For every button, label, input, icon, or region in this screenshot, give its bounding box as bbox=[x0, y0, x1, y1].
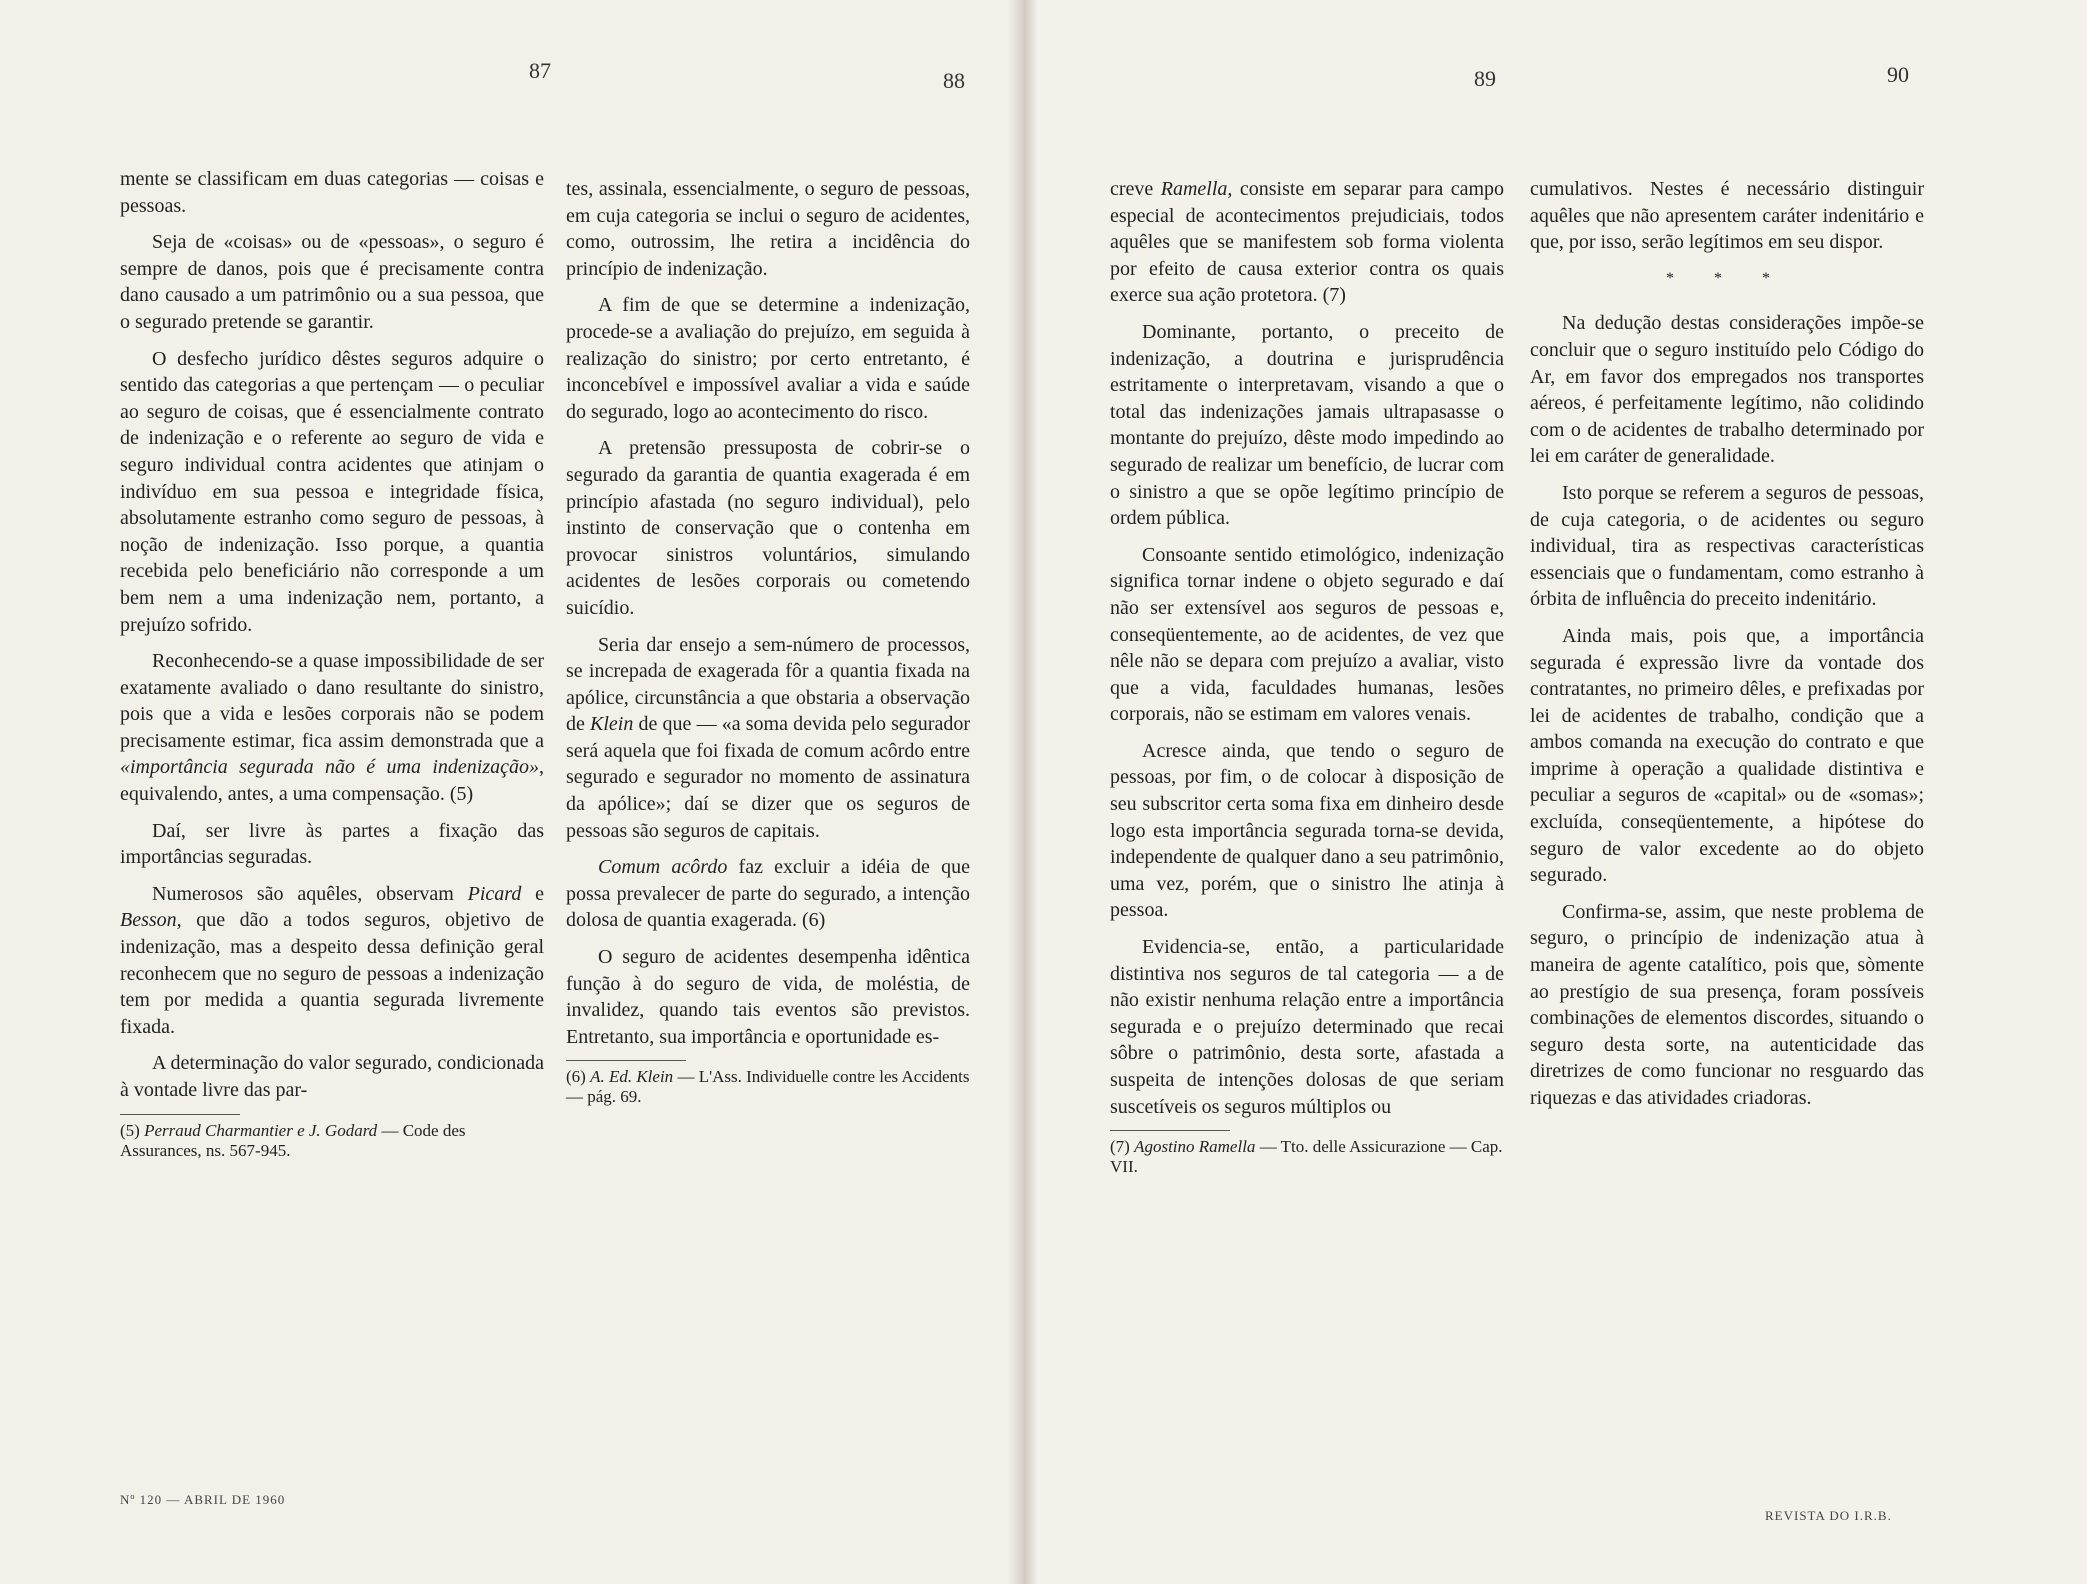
paragraph: A pretensão pressuposta de cobrir-se o segurado da garantia de quantia exagerada é em princípio afastada (no seguro individual), pelo instinto de conservação que o contenha em provocar sinistros voluntários, simulando acidentes de lesões corporais ou cometendo suicídio. bbox=[566, 437, 970, 619]
paragraph: Ainda mais, pois que, a importância segurada é expressão livre da vontade dos contratantes, no primeiro dêles, e prefixadas por lei de acidentes de trabalho, condição que a ambos comanda na execução do contrato e que imprime à operação a qualidade distintiva e peculiar a seguros de «capital» ou de «somas»; excluída, conseqüentemente, a hipótese do seguro de valor excedente ao do objeto segurado. bbox=[1530, 624, 1924, 887]
paragraph: Reconhecendo-se a quase impossibilidade de ser exatamente avaliado o dano resultante do sinistro, pois que a vida e lesões corporais não se podem precisamente estimar, fica assim demonstrada que a «importância segurada não é uma indenização», equivalendo, antes, a uma compensação. (5) bbox=[120, 650, 544, 806]
section-separator: * * * bbox=[1666, 269, 1788, 287]
paragraph: Consoante sentido etimológico, indenização significa tornar indene o objeto segurado e daí não ser extensível aos seguros de pessoas e, conseqüentemente, ao de acidentes, de vez que nêle não se depara com prejuízo a avaliar, visto que a vida, faculdades humanas, lesões corporais, não se estimam em valores venais. bbox=[1110, 543, 1504, 726]
paragraph: Seria dar ensejo a sem-número de processos, se increpada de exagerada fôr a quantia fixada na apólice, circunstância a que obstaria a observação de Klein de que — «a soma devida pelo segurador será aquela que foi fixada de comum acôrdo entre segurado e segurador no momento de assinatura da apólice»; daí se dizer que os seguros de pessoas são seguros de capitais. bbox=[566, 633, 970, 842]
paragraph: creve Ramella, consiste em separar para campo especial de acontecimentos prejudiciais, todos aquêles que se manifestem sob forma violenta por efeito de causa exterior contra os quais exerce sua ação protetora. (7) bbox=[1110, 178, 1504, 307]
paragraph: Isto porque se referem a seguros de pessoas, de cuja categoria, o de acidentes ou seguro individual, tira as respectivas características essenciais que o fundamentam, como estranho à órbita de influência do preceito indenitário. bbox=[1530, 481, 1924, 611]
footnote: (5) Perraud Charmantier e J. Godard — Code des Assurances, ns. 567-945. bbox=[120, 1120, 466, 1160]
paragraph: A fim de que se determine a indenização, procede-se a avaliação do prejuízo, em seguida à realização do sinistro; por certo entretanto, é inconcebível e impossível avaliar a vida e saúde do segurado, logo ao acontecimento do risco. bbox=[566, 294, 970, 423]
issue-footer: Nº 120 — ABRIL DE 1960 bbox=[120, 1492, 286, 1507]
paragraph: Comum acôrdo faz excluir a idéia de que possa prevalecer de parte do segurado, a intenção dolosa de quantia exagerada. (6) bbox=[566, 856, 970, 932]
paragraph: Daí, ser livre às partes a fixação das importâncias seguradas. bbox=[120, 819, 544, 869]
page-number-88: 88 bbox=[943, 68, 965, 93]
paragraph: Seja de «coisas» ou de «pessoas», o seguro é sempre de danos, pois que é precisamente contra dano causado a um patrimônio ou a sua pessoa, que o segurado pretende se garantir. bbox=[120, 231, 544, 333]
footnote-rule bbox=[566, 1060, 686, 1061]
column-page-90 bbox=[1530, 176, 1924, 1122]
paragraph: Evidencia-se, então, a particularidade distintiva nos seguros de tal categoria — a de não existir nenhuma relação entre a importância segurada e o prejuízo determinado que recai sôbre o patrimônio, desta sorte, afastada a suspeita de intenções dolosas de que seriam suscetíveis os seguros múltiplos ou bbox=[1110, 936, 1504, 1118]
paragraph: Acresce ainda, que tendo o seguro de pessoas, por fim, o de colocar à disposição de seu subscritor certa soma fixa em dinheiro desde logo esta importância segurada torna-se devida, independente de qualquer dano a seu patrimônio, uma vez, porém, que o sinistro lhe atinja à pessoa. bbox=[1110, 739, 1504, 922]
footnote-rule bbox=[1110, 1130, 1230, 1131]
column-page-89 bbox=[1110, 176, 1504, 1187]
column-page-87 bbox=[120, 166, 544, 1171]
page-number-89: 89 bbox=[1474, 66, 1496, 91]
paragraph: cumulativos. Nestes é necessário distinguir aquêles que não apresentem caráter indenitário e que, por isso, serão legítimos em seu dispor. bbox=[1530, 178, 1924, 254]
page-number-87: 87 bbox=[529, 58, 551, 83]
page-gutter bbox=[1008, 0, 1038, 1584]
paragraph: Numerosos são aquêles, observam Picard e Besson, que dão a todos seguros, objetivo de indenização, mas a despeito dessa definição geral reconhecem que no seguro de pessoas a indenização tem por medida a quantia segurada livremente fixada. bbox=[120, 882, 544, 1038]
paragraph: O seguro de acidentes desempenha idêntica função à do seguro de vida, de moléstia, de invalidez, quando tais eventos são previstos. Entretanto, sua importância e oportunidade es- bbox=[566, 946, 970, 1048]
journal-footer: REVISTA DO I.R.B. bbox=[1765, 1508, 1892, 1523]
paragraph: O desfecho jurídico dêstes seguros adquire o sentido das categorias a que pertençam — o peculiar ao seguro de coisas, que é essencialmente contrato de indenização e o referente ao seguro de vida e seguro individual contra acidentes que atinjam o indivíduo em sua pessoa e integridade física, absolutamente estranho como seguro de pessoas, à noção de indenização. Isso porque, a quantia recebida pelo beneficiário não corresponde a um bem nem a uma indenização nem, portanto, a prejuízo sofrido. bbox=[120, 347, 544, 636]
paragraph: mente se classificam em duas categorias — coisas e pessoas. bbox=[120, 168, 544, 217]
paragraph: tes, assinala, essencialmente, o seguro de pessoas, em cuja categoria se inclui o seguro de acidentes, como, outrossim, lhe retira a incidência do princípio de indenização. bbox=[566, 178, 970, 280]
paragraph: Dominante, portanto, o preceito de indenização, a doutrina e jurisprudência estritamente o interpretavam, visando a que o total das indenizações jamais ultrapasasse o montante do prejuízo, dêste modo impedindo ao segurado de realizar um benefício, de lucrar com o sinistro a que se opõe legítimo princípio de ordem pública. bbox=[1110, 320, 1504, 530]
footnote-rule bbox=[120, 1114, 240, 1115]
footnote: (6) A. Ed. Klein — L'Ass. Individuelle contre les Accidents — pág. 69. bbox=[566, 1067, 970, 1107]
page-number-90: 90 bbox=[1887, 62, 1909, 87]
column-page-88 bbox=[566, 176, 970, 1117]
paragraph: A determinação do valor segurado, condicionada à vontade livre das par- bbox=[120, 1052, 544, 1101]
paragraph: Na dedução destas considerações impõe-se concluir que o seguro instituído pelo Código do Ar, em favor dos empregados nos transportes aéreos, é perfeitamente legítimo, não colidindo com o de acidentes de trabalho determinado por lei em caráter de generalidade. bbox=[1530, 312, 1924, 468]
footnote: (7) Agostino Ramella — Tto. delle Assicurazione — Cap. VII. bbox=[1110, 1137, 1503, 1177]
paragraph: Confirma-se, assim, que neste problema de seguro, o princípio de indenização atua à maneira de agente catalítico, pois que, sòmente ao prestígio de sua presença, foram possíveis combinações de elementos discordes, situando o seguro desta sorte, na autenticidade das diretrizes de como funcionar no resguardo das riquezas e das atividades criadoras. bbox=[1530, 900, 1924, 1109]
